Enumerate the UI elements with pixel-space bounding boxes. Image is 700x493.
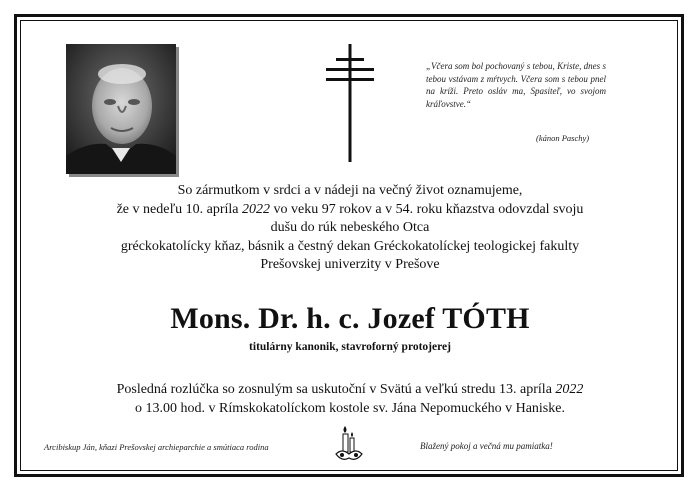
deceased-name: Mons. Dr. h. c. Jozef TÓTH (170, 302, 530, 335)
announcement-year: 2022 (242, 201, 271, 217)
cross-icon (326, 44, 374, 162)
farewell-year: 2022 (555, 382, 584, 397)
deceased-titles: titulárny kanonik, stavroforný protojerej (249, 341, 451, 353)
footer-blessing: Blažený pokoj a večná mu pamiatka! (420, 441, 553, 451)
farewell-info (80, 380, 620, 418)
announcement-line: So zármutkom v srdci a v nádeji na večný život oznamujeme, (177, 183, 523, 198)
farewell-line: o 13.00 hod. v Rímskokatolíckom kostole sv. Jána Nepomuckého v Haniske. (135, 401, 565, 416)
candle-icon (332, 424, 366, 464)
announcement-line: gréckokatolícky kňaz, básnik a čestný dekan Gréckokatolíckej teologickej fakulty (120, 238, 580, 254)
footer-mourners: Arcibiskup Ján, kňazi Prešovskej archieparchie a smútiaca rodina (44, 442, 269, 452)
portrait-photo (66, 44, 176, 174)
announcement-line (100, 201, 600, 220)
farewell-text: Posledná rozlúčka so zosnulým sa uskutoční v Svätú a veľkú stredu 13. apríla (116, 382, 556, 397)
announcement (100, 182, 600, 275)
quote-source: (kánon Paschy) (536, 133, 590, 143)
announcement-text: vo veku 97 rokov a v 54. roku kňazstva odovzdal svoju (270, 201, 584, 217)
announcement-line: dušu do rúk nebeského Otca (270, 220, 430, 236)
farewell-line (80, 380, 620, 399)
announcement-text: že v nedeľu 10. apríla (116, 201, 243, 217)
announcement-line: Prešovskej univerzity v Prešove (260, 257, 440, 273)
quote-text: „Včera som bol pochovaný s tebou, Kriste, dnes s tebou vstávam z mŕtvych. Včera som s tebou pnel na kríži. Preto oslάv ma, Spasiteľ, vo svojom kráľovstve.“ (426, 61, 606, 109)
